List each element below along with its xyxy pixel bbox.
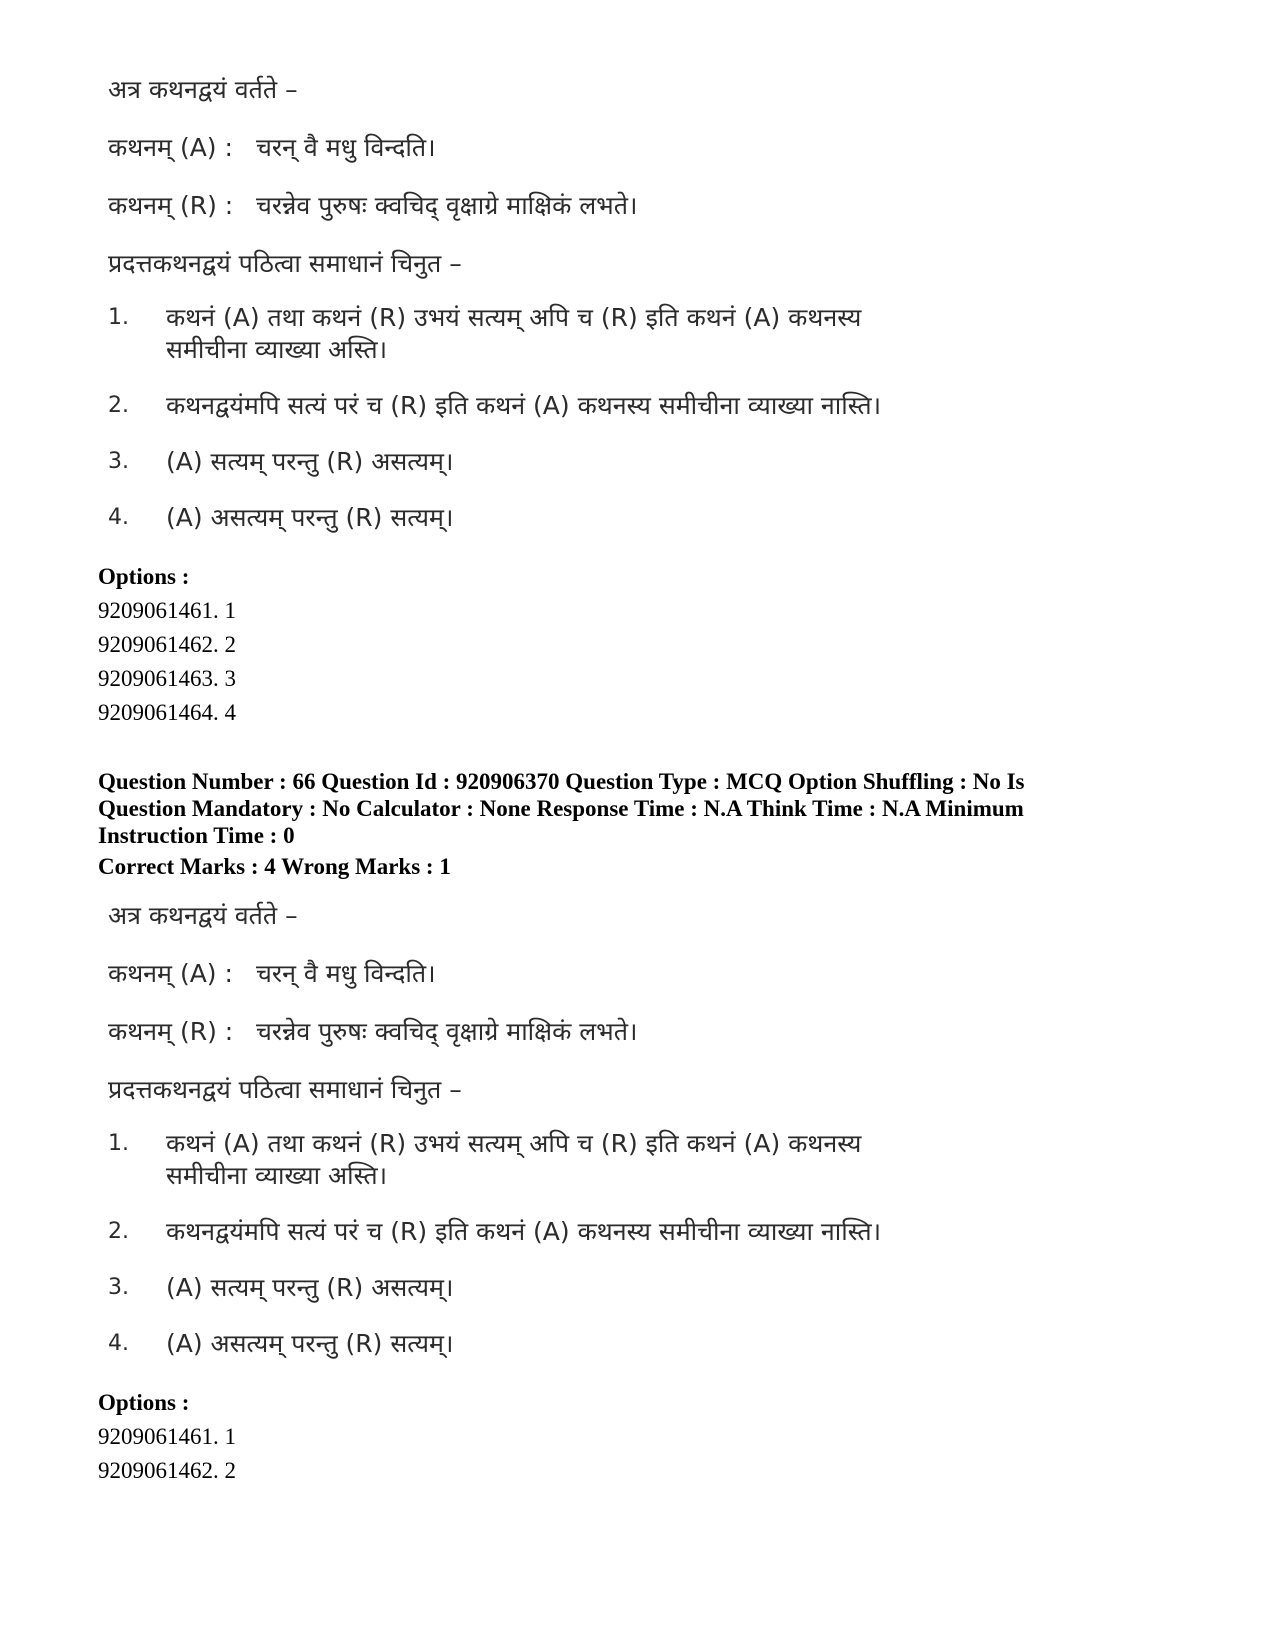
choice-number: 3. bbox=[108, 449, 129, 474]
choice-number: 1. bbox=[108, 1131, 129, 1156]
choice-3 bbox=[108, 1272, 988, 1304]
option-item: 9209061461. 1 bbox=[98, 598, 236, 623]
choice-3 bbox=[108, 446, 988, 478]
choice-text: (A) सत्यम् परन्तु (R) असत्यम्। bbox=[166, 447, 454, 476]
statement-r-text: चरन्नेव पुरुषः क्वचिद् वृक्षाग्रे माक्षिकं लभते। bbox=[256, 191, 638, 220]
choice-number: 2. bbox=[108, 393, 129, 418]
question-block-1 bbox=[108, 74, 988, 558]
question-marks: Correct Marks : 4 Wrong Marks : 1 bbox=[98, 854, 451, 879]
choice-4 bbox=[108, 1328, 988, 1360]
choice-number: 4. bbox=[108, 505, 129, 530]
options-list-2 bbox=[98, 1420, 236, 1488]
choice-2 bbox=[108, 1216, 988, 1248]
question-intro: अत्र कथनद्वयं वर्तते – bbox=[108, 75, 298, 104]
choice-number: 4. bbox=[108, 1331, 129, 1356]
statement-r bbox=[108, 1016, 988, 1048]
options-list-1 bbox=[98, 594, 236, 730]
statement-a bbox=[108, 958, 988, 990]
statement-r-label: कथनम् (R) : bbox=[108, 191, 234, 220]
question-meta: Question Number : 66 Question Id : 920906370 Question Type : MCQ Option Shuffling : No Is Question Mandatory : No Calculator : None Response Time : N.A Think Time : N.A Minimum Instruction Time : 0 bbox=[98, 769, 1025, 848]
options-heading: Options : bbox=[98, 1390, 190, 1415]
statement-a-label: कथनम् (A) : bbox=[108, 133, 233, 162]
choice-text: (A) सत्यम् परन्तु (R) असत्यम्। bbox=[166, 1273, 454, 1302]
choice-2 bbox=[108, 390, 988, 422]
choice-4 bbox=[108, 502, 988, 534]
statement-r-label: कथनम् (R) : bbox=[108, 1017, 234, 1046]
option-item: 9209061462. 2 bbox=[98, 1458, 236, 1483]
question-prompt: प्रदत्तकथनद्वयं पठित्वा समाधानं चिनुत – bbox=[108, 249, 462, 278]
statement-r bbox=[108, 190, 988, 222]
statement-a bbox=[108, 132, 988, 164]
choice-1 bbox=[108, 1128, 988, 1192]
choice-number: 2. bbox=[108, 1219, 129, 1244]
statement-a-label: कथनम् (A) : bbox=[108, 959, 233, 988]
question-block-2 bbox=[108, 900, 988, 1384]
question-intro: अत्र कथनद्वयं वर्तते – bbox=[108, 901, 298, 930]
choice-number: 1. bbox=[108, 305, 129, 330]
choice-text: कथनं (A) तथा कथनं (R) उभयं सत्यम् अपि च (R) इति कथनं (A) कथनस्य समीचीना व्याख्या अस्ति। bbox=[166, 303, 862, 364]
statement-r-text: चरन्नेव पुरुषः क्वचिद् वृक्षाग्रे माक्षिकं लभते। bbox=[256, 1017, 638, 1046]
choice-number: 3. bbox=[108, 1275, 129, 1300]
option-item: 9209061464. 4 bbox=[98, 700, 236, 725]
choice-text: (A) असत्यम् परन्तु (R) सत्यम्। bbox=[166, 503, 454, 532]
question-prompt: प्रदत्तकथनद्वयं पठित्वा समाधानं चिनुत – bbox=[108, 1075, 462, 1104]
choice-text: कथनं (A) तथा कथनं (R) उभयं सत्यम् अपि च (R) इति कथनं (A) कथनस्य समीचीना व्याख्या अस्ति। bbox=[166, 1129, 862, 1190]
option-item: 9209061462. 2 bbox=[98, 632, 236, 657]
choice-text: कथनद्वयंमपि सत्यं परं च (R) इति कथनं (A) कथनस्य समीचीना व्याख्या नास्ति। bbox=[166, 391, 882, 420]
option-item: 9209061463. 3 bbox=[98, 666, 236, 691]
choice-1 bbox=[108, 302, 988, 366]
statement-a-text: चरन् वै मधु विन्दति। bbox=[256, 133, 436, 162]
options-heading: Options : bbox=[98, 564, 190, 589]
statement-a-text: चरन् वै मधु विन्दति। bbox=[256, 959, 436, 988]
choice-text: (A) असत्यम् परन्तु (R) सत्यम्। bbox=[166, 1329, 454, 1358]
option-item: 9209061461. 1 bbox=[98, 1424, 236, 1449]
choice-text: कथनद्वयंमपि सत्यं परं च (R) इति कथनं (A) कथनस्य समीचीना व्याख्या नास्ति। bbox=[166, 1217, 882, 1246]
